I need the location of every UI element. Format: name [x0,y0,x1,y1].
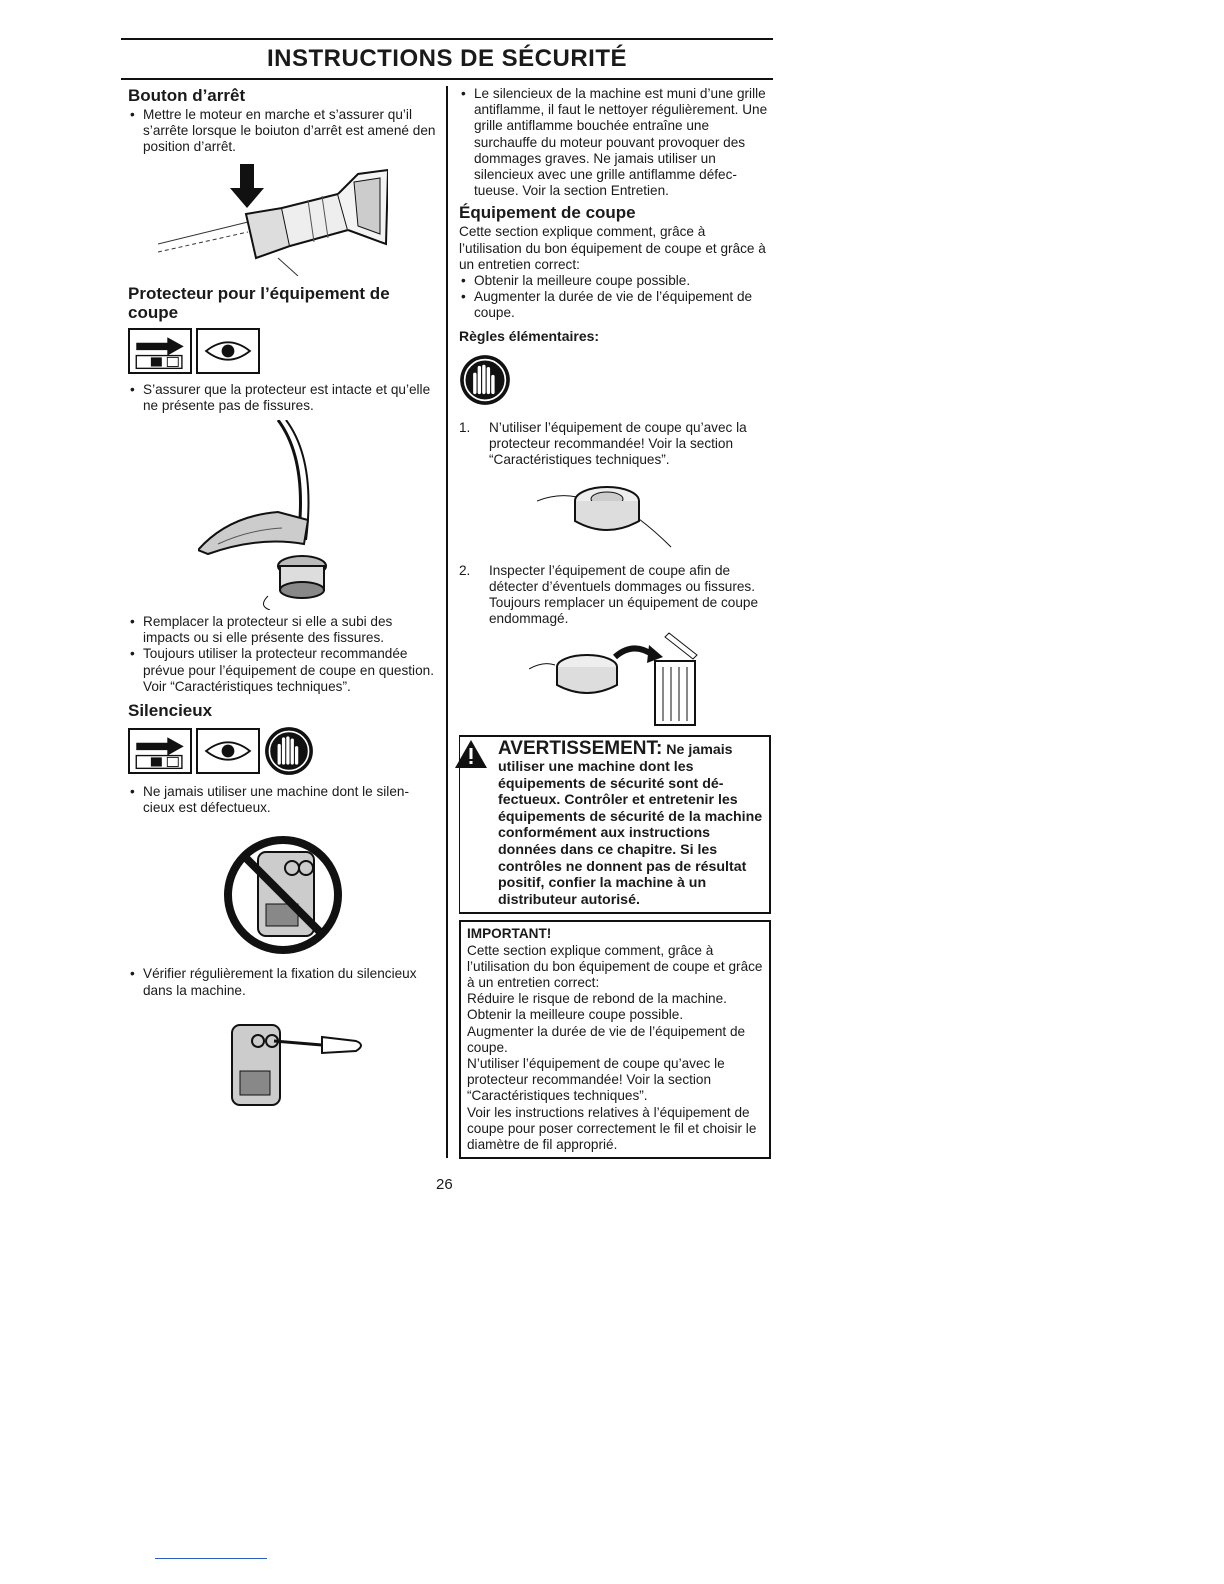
trimmer-guard-illustration [198,420,398,610]
trash-can-icon [655,633,697,725]
stop-button-heading: Bouton d’arrêt [128,86,246,105]
step-number: 1. [459,420,471,436]
warning-lead: Ne jamais [666,742,733,759]
cutting-intro: Cette section explique comment, grâce à l’utilisation du bon équipement de coupe et grâce à un entretien correct: [459,224,766,272]
list-item: • Remplacer la protecteur si elle a subi des impacts ou si elle présente des fissures. [128,614,436,646]
rules-steps-2 [459,563,771,628]
arrow-right-icon [136,737,183,755]
important-line: Augmenter la durée de vie de l’équipement de coupe. [467,1023,746,1055]
muffler-bullets-b [128,966,436,998]
muffler-screwdriver-illustration [218,1011,368,1111]
cutting-equipment-heading: Équipement de coupe [459,203,636,223]
eye-protection-icon [196,728,260,774]
list-item: • Toujours utiliser la protecteur recommandée prévue pour l’équipement de coupe en question. Voir “Caractéristiques techniques”. [128,646,436,695]
list-item: • Mettre le moteur en marche et s’assurer qu’il s’arrête lorsque le boiuton d’arrêt est amené den position d’arrêt. [128,107,436,156]
right-column [459,86,771,1159]
step-number: 2. [459,562,471,578]
list-item: • Obtenir la meilleure coupe possible. [459,273,771,289]
arrow-right-icon [136,337,183,355]
left-column [128,86,436,1111]
stop-button-bullets [128,107,436,156]
guard-heading: Protecteur pour l’équipement de coupe [128,283,390,322]
eye-protection-icon [196,328,260,374]
list-item: • Le silencieux de la machine est muni d’une grille antiflamme, il faut le nettoyer régulièrement. Une grille antiflamme bouchée entraîne une surchauffe du moteur pouvant provoquer des dommages graves. Ne jamais utiliser un silencieux avec une grille antiflamme défectueuse. Voir la section Entretien. [459,86,771,199]
warning-triangle-icon [454,739,488,769]
guard-bullets-a [128,382,436,414]
list-item [459,563,771,628]
page-number: 26 [436,1176,453,1193]
footer-rule [155,1558,267,1559]
muffler-bullets-a [128,784,436,816]
basic-rules-heading: Règles élémentaires: [459,327,600,344]
step-text: Inspecter l’équipement de coupe afin de détecter d’éventuels dommages ou fissures. Toujours remplacer un équipement de coupe endommagé. [489,562,759,627]
list-item: • Augmenter la durée de vie de l’équipement de coupe. [459,289,771,321]
rules-steps [459,420,771,469]
gloves-icon [459,354,511,406]
trimmer-head-illustration [537,479,677,549]
important-line: N’utiliser l’équipement de coupe qu’avec le protecteur recommandée! Voir la section “Caractéristiques techniques”. [467,1056,725,1104]
manual-book-icon [128,728,192,774]
page-header [121,38,773,80]
guard-icon-row [128,328,436,374]
muffler-icon-row [128,726,436,776]
page-title: INSTRUCTIONS DE SÉCURITÉ [266,45,628,72]
warning-body: utiliser une machine dont les équipements de sécurité sont défectueux. Contrôler et entretenir les équipements de sécurité de la machine conformément aux instructions données dans ce chapitre. Si les contrôles ne donnent pas de résultat positif, confier la machine à un distributeur autorisé. [498,759,763,908]
arrow-down-icon [230,164,264,208]
important-line: Voir les instructions relatives à l’équipement de coupe pour poser correctement le fil et choisir le diamètre de fil approprié. [467,1104,757,1153]
list-item [459,420,771,469]
stop-switch-illustration [158,164,388,276]
important-box [459,920,771,1159]
gloves-icon [264,726,314,776]
important-line: Obtenir la meilleure coupe possible. [467,1007,684,1023]
cutting-bullets [459,273,771,322]
important-line: Cette section explique comment, grâce à l’utilisation du bon équipement de coupe et grâce à un entretien correct: [467,942,763,991]
column-divider [446,86,448,1158]
important-title: IMPORTANT! [467,926,552,942]
list-item: • S’assurer que la protecteur est intacte et qu’elle ne présente pas de fissures. [128,382,436,414]
important-line: Réduire le risque de rebond de la machine. [467,991,727,1007]
warning-title: AVERTISSEMENT: [498,738,663,760]
discard-trimmer-head-illustration [529,631,699,727]
list-item: • Vérifier régulièrement la fixation du silencieux dans la machine. [128,966,436,998]
manual-book-icon [128,328,192,374]
guard-bullets-b [128,614,436,695]
warning-box [459,735,771,914]
muffler-heading: Silencieux [128,701,213,721]
muffler-bullets-c [459,86,771,199]
step-text: N’utiliser l’équipement de coupe qu’avec la protecteur recommandée! Voir la section “Caractéristiques techniques”. [489,420,747,468]
prohibited-muffler-illustration [222,834,344,956]
list-item: • Ne jamais utiliser une machine dont le silencieux est défectueux. [128,784,436,816]
